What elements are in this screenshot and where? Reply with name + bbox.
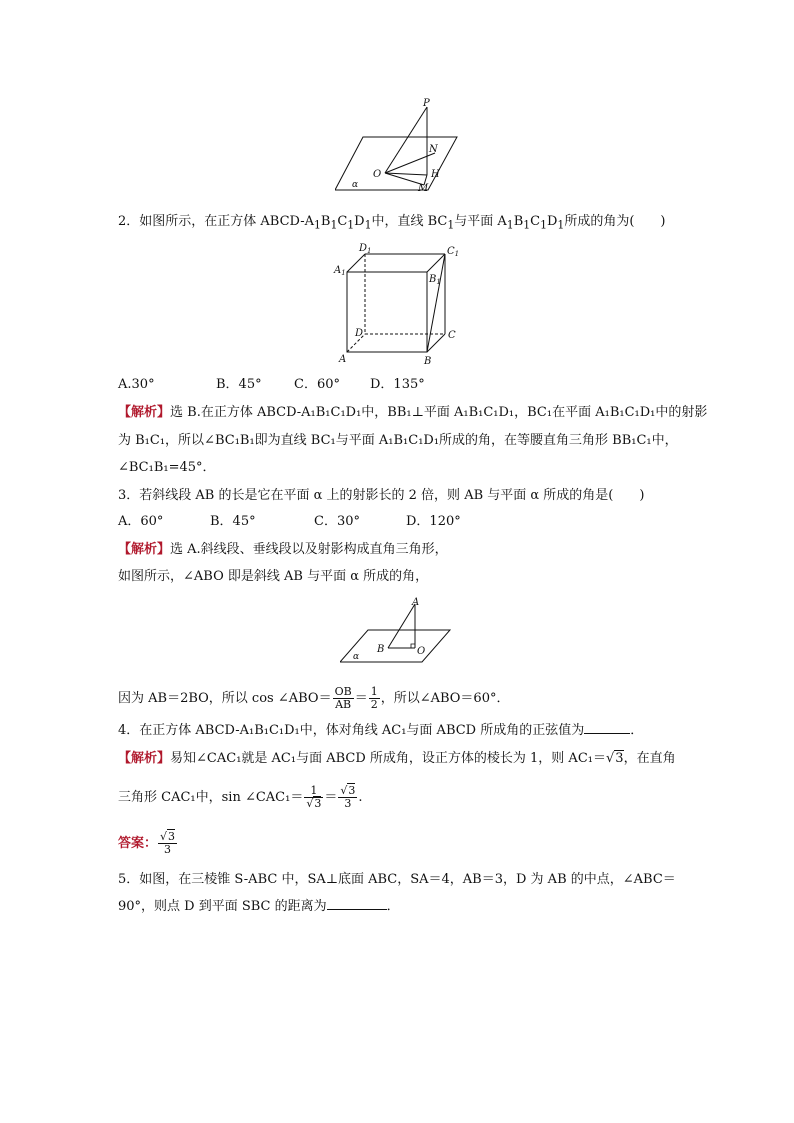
- label-alpha: α: [353, 652, 360, 662]
- label-B: B: [424, 356, 432, 367]
- fraction-ob-ab: $\frac{OB}{AB}$: [334, 685, 352, 711]
- question-5-line-2: 90°，则点 D 到平面 SBC 的距离为 ．: [118, 899, 400, 914]
- label-alpha: α: [352, 180, 359, 190]
- question-3-options: A．60° B．45° C．30° D．120°: [118, 514, 461, 529]
- analysis-label: 【解析】: [118, 542, 171, 557]
- answer-label: 答案：: [118, 836, 158, 851]
- label-D1: $D_1$: [359, 243, 372, 255]
- fraction-one-over-root3: $\frac{1}{√3}$: [306, 784, 322, 810]
- label-O: O: [373, 169, 382, 180]
- question-3-stem: 3．若斜线段 AB 的长是它在平面 α 上的射影长的 2 倍，则 AB 与平面 α 所成的角是( ): [118, 488, 645, 503]
- question-4-answer: [118, 831, 178, 856]
- label-B1: $B_1$: [429, 274, 441, 286]
- label-B: B: [377, 644, 385, 655]
- question-2-stem: 2．如图所示，在正方体 ABCD-$A_1B_1C_1D_1$中，直线 $BC_1$与平面 $A_1B_1C_1D_1$所成的角为( ): [118, 214, 666, 232]
- figure-plane-abo: [340, 596, 454, 666]
- label-C: C: [448, 330, 456, 341]
- answer-blank[interactable]: [584, 721, 630, 734]
- label-A: A: [412, 597, 420, 608]
- label-N: N: [429, 144, 438, 155]
- label-O: O: [417, 646, 426, 657]
- answer-blank[interactable]: [327, 897, 387, 910]
- question-3-analysis-2: 如图所示，∠ABO 即是斜线 AB 与平面 α 所成的角，: [118, 569, 429, 584]
- question-2-options: A.30° B．45° C．60° D．135°: [118, 377, 425, 392]
- question-3-analysis-1: 【解析】选 A.斜线段、垂线段以及射影构成直角三角形，: [118, 542, 448, 557]
- fraction-one-half: $\frac{1}{2}$: [370, 685, 378, 711]
- question-2-analysis-1: 【解析】选 B.在正方体 ABCD-A₁B₁C₁D₁中，BB₁⊥平面 A₁B₁C₁D₁，BC₁在平面 A₁B₁C₁D₁中的射影: [118, 405, 708, 420]
- label-A: A: [339, 354, 347, 365]
- label-H: H: [431, 169, 440, 180]
- label-C1: $C_1$: [447, 246, 460, 258]
- fraction-root3-over-3: $\frac{√3}{3}$: [340, 784, 356, 810]
- question-5-line-1: 5．如图，在三棱锥 S-ABC 中，SA⊥底面 ABC，SA＝4，AB＝3，D 为 AB 的中点，∠ABC＝: [118, 872, 676, 887]
- figure-plane-pom: [335, 95, 465, 195]
- label-A1: $A_1$: [334, 265, 346, 277]
- label-D: D: [355, 328, 364, 339]
- question-3-conclusion: 因为 AB＝2BO，所以 cos ∠ABO＝ $\frac{OB}{AB}$ ＝ $\frac{1}{2}$ ，所以∠ABO＝60°．: [118, 685, 510, 711]
- question-2-analysis-3: ∠BC₁B₁=45°．: [118, 460, 216, 475]
- analysis-label: 【解析】: [118, 405, 171, 420]
- label-M: M: [418, 183, 429, 194]
- figure-cube: [330, 242, 465, 370]
- label-P: P: [423, 98, 430, 109]
- analysis-label: 【解析】: [118, 751, 171, 766]
- question-4-analysis-2: 三角形 CAC₁中，sin ∠CAC₁＝ $\frac{1}{√3}$ ＝ $\frac{√3}{3}$ .: [118, 784, 363, 810]
- question-4-stem: 4．在正方体 ABCD-A₁B₁C₁D₁中，体对角线 AC₁与面 ABCD 所成角的正弦值为 ．: [118, 723, 644, 738]
- question-2-analysis-2: 为 B₁C₁，所以∠BC₁B₁即为直线 BC₁与平面 A₁B₁C₁D₁所成的角，在等腰直角三角形 BB₁C₁中，: [118, 433, 678, 448]
- answer-fraction: $\frac{√3}{3}$: [160, 830, 176, 856]
- question-4-analysis-1: 【解析】易知∠CAC₁就是 AC₁与面 ABCD 所成角，设正方体的棱长为 1，则 AC₁＝√3，在直角: [118, 751, 676, 766]
